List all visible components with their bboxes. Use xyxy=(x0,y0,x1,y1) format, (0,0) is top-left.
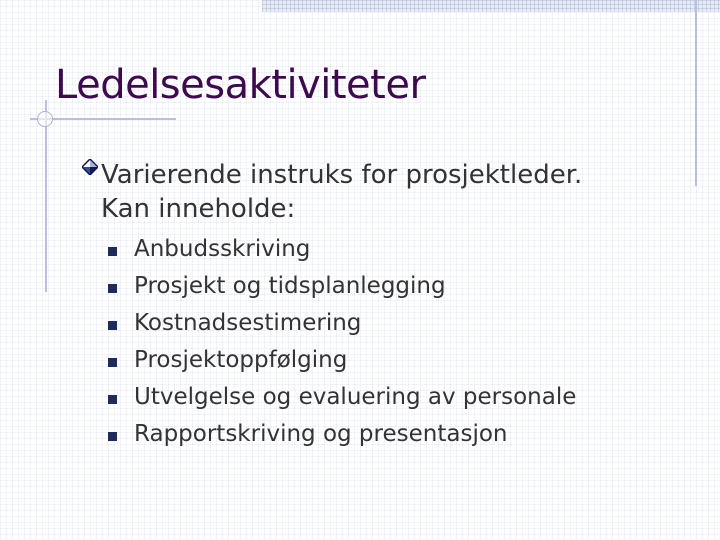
square-bullet-icon xyxy=(108,432,117,441)
sub-bullet-text: Rapportskriving og presentasjon xyxy=(134,420,508,447)
sub-bullet-list xyxy=(108,230,576,452)
square-bullet-icon xyxy=(108,358,117,367)
diamond-bullet-icon xyxy=(82,159,98,175)
main-bullet xyxy=(82,158,682,226)
sub-bullet-text: Kostnadsestimering xyxy=(134,309,362,336)
right-vertical-rule xyxy=(695,0,697,186)
main-bullet-text: Varierende instruks for prosjektleder. Kan inneholde: xyxy=(101,160,583,224)
sub-bullet-text: Prosjektoppfølging xyxy=(134,346,348,373)
slide-title: Ledelsesaktiviteter xyxy=(55,62,426,108)
top-decor-band xyxy=(262,0,720,12)
square-bullet-icon xyxy=(108,395,117,404)
sub-bullet-text: Utvelgelse og evaluering av personale xyxy=(134,383,577,410)
sub-bullet-item xyxy=(108,267,576,304)
sub-bullet-item xyxy=(108,304,576,341)
square-bullet-icon xyxy=(108,321,117,330)
sub-bullet-item xyxy=(108,230,576,267)
crosshair-icon xyxy=(37,111,53,127)
left-vertical-rule xyxy=(45,100,47,292)
sub-bullet-item xyxy=(108,378,576,415)
sub-bullet-item xyxy=(108,341,576,378)
sub-bullet-text: Anbudsskriving xyxy=(134,235,311,262)
sub-bullet-item xyxy=(108,415,576,452)
square-bullet-icon xyxy=(108,284,117,293)
square-bullet-icon xyxy=(108,247,117,256)
sub-bullet-text: Prosjekt og tidsplanlegging xyxy=(134,272,446,299)
